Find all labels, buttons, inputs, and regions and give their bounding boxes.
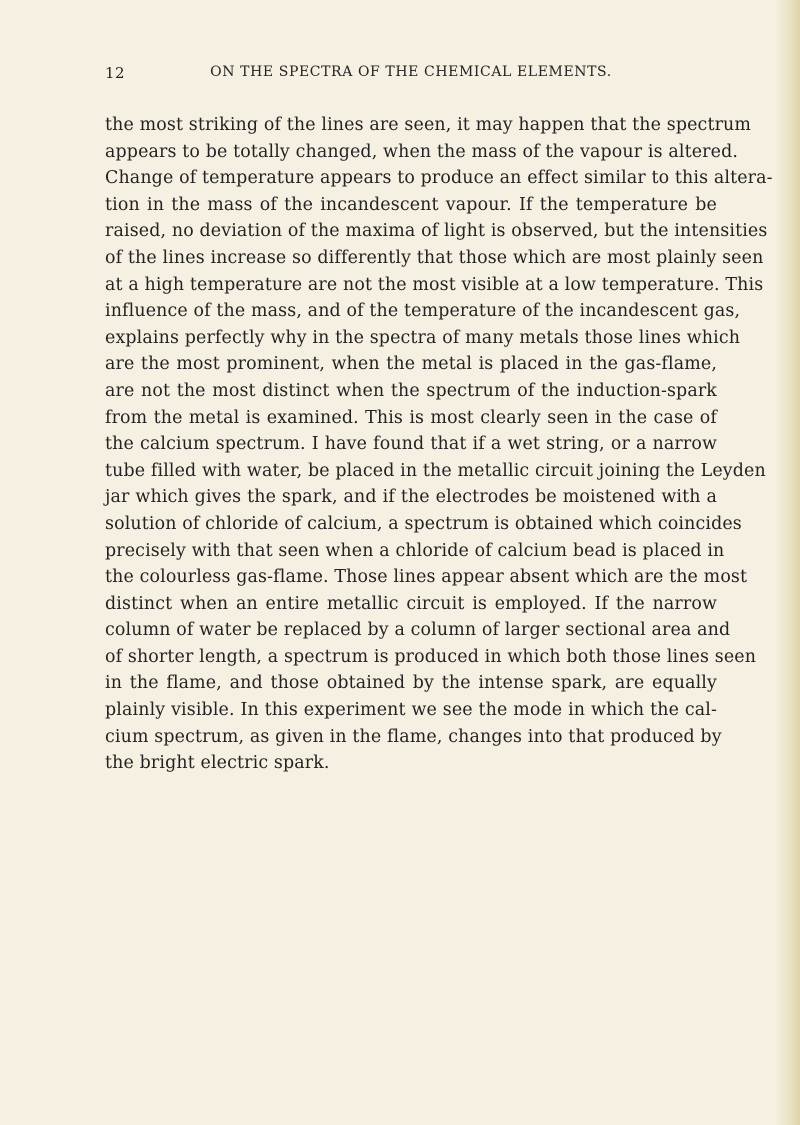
page-number: 12 <box>105 64 126 82</box>
text-line: the colourless gas-flame. Those lines appear absent which are the most <box>105 567 748 588</box>
text-line: of shorter length, a spectrum is produced in which both those lines seen <box>105 646 757 667</box>
text-line: the bright electric spark. <box>105 753 330 774</box>
text-line: column of water be replaced by a column of larger sectional area and <box>105 620 731 641</box>
text-line: cium spectrum, as given in the flame, changes into that produced by <box>105 726 722 747</box>
text-line: solution of chloride of calcium, a spectrum is obtained which coincides <box>105 513 742 534</box>
text-line: raised, no deviation of the maxima of light is observed, but the intensities <box>105 221 768 242</box>
running-head-title: ON THE SPECTRA OF THE CHEMICAL ELEMENTS. <box>210 64 612 80</box>
text-line: jar which gives the spark, and if the electrodes be moistened with a <box>105 487 717 508</box>
text-line: appears to be totally changed, when the mass of the vapour is altered. <box>105 141 739 162</box>
text-line: tion in the mass of the incandescent vapour. If the temperature be <box>105 194 717 215</box>
text-line: at a high temperature are not the most visible at a low temperature. This <box>105 274 764 295</box>
text-line: the calcium spectrum. I have found that if a wet string, or a narrow <box>105 434 717 455</box>
text-line: from the metal is examined. This is most clearly seen in the case of <box>105 407 717 428</box>
text-line: are the most prominent, when the metal is placed in the gas-flame, <box>105 354 717 375</box>
text-line: the most striking of the lines are seen, it may happen that the spectrum <box>105 115 752 135</box>
text-line: Change of temperature appears to produce an effect similar to this altera- <box>105 168 773 189</box>
text-line: tube filled with water, be placed in the metallic circuit joining the Leyden <box>105 460 766 481</box>
running-head <box>105 64 717 86</box>
text-line: in the flame, and those obtained by the intense spark, are equally <box>105 673 717 694</box>
text-line: distinct when an entire metallic circuit is employed. If the narrow <box>105 593 717 614</box>
text-line: influence of the mass, and of the temperature of the incandescent gas, <box>105 301 741 322</box>
text-line: precisely with that seen when a chloride of calcium bead is placed in <box>105 540 725 561</box>
text-line: are not the most distinct when the spectrum of the induction-spark <box>105 380 717 401</box>
body-paragraph <box>105 112 773 777</box>
text-line: of the lines increase so differently that those which are most plainly seen <box>105 247 764 268</box>
text-line: plainly visible. In this experiment we see the mode in which the cal- <box>105 700 717 721</box>
text-line: explains perfectly why in the spectra of many metals those lines which <box>105 327 741 348</box>
